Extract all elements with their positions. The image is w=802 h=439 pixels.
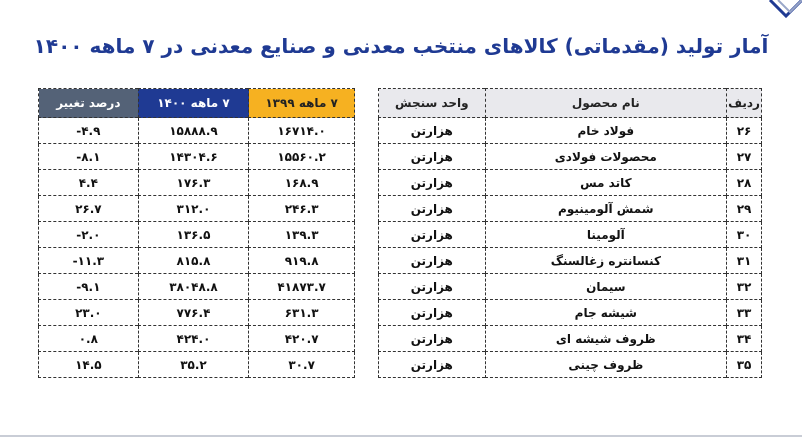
row-number-cell: ۳۲ [727,274,762,300]
unit-cell: هزارتن [379,300,486,326]
value-1400-cell: ۳۱۲.۰ [138,196,249,222]
table-row [39,248,355,274]
value-1399-cell: ۶۳۱.۳ [249,300,355,326]
table-row [379,274,762,300]
product-name-cell: ظروف شیشه ای [485,326,726,352]
table-row [39,170,355,196]
values-table [38,88,355,378]
header-change: درصد تغییر [39,89,139,118]
value-1399-cell: ۹۱۹.۸ [249,248,355,274]
value-1399-cell: ۳۰.۷ [249,352,355,378]
change-percent-cell: ۲۶.۷ [39,196,139,222]
row-number-cell: ۳۳ [727,300,762,326]
value-1399-cell: ۴۱۸۷۳.۷ [249,274,355,300]
value-1400-cell: ۷۷۶.۴ [138,300,249,326]
unit-cell: هزارتن [379,118,486,144]
table-row [379,144,762,170]
table-row [379,170,762,196]
change-percent-cell: ۴.۴ [39,170,139,196]
value-1399-cell: ۲۴۶.۳ [249,196,355,222]
row-number-cell: ۳۰ [727,222,762,248]
corner-decoration [742,0,802,30]
value-1399-cell: ۱۳۹.۳ [249,222,355,248]
product-name-cell: کنسانتره زغالسنگ [485,248,726,274]
change-percent-cell: -۱۱.۳ [39,248,139,274]
products-table [378,88,762,378]
table-row [379,118,762,144]
change-percent-cell: -۹.۱ [39,274,139,300]
value-1400-cell: ۱۴۳۰۴.۶ [138,144,249,170]
table-row [39,118,355,144]
table-row [379,196,762,222]
header-row-number: ردیف [727,89,762,118]
table-row [379,326,762,352]
unit-cell: هزارتن [379,170,486,196]
value-1399-cell: ۱۶۸.۹ [249,170,355,196]
product-name-cell: محصولات فولادی [485,144,726,170]
table-row [39,222,355,248]
value-1400-cell: ۱۷۶.۳ [138,170,249,196]
product-name-cell: ظروف چینی [485,352,726,378]
value-1400-cell: ۴۲۴.۰ [138,326,249,352]
value-1400-cell: ۳۸۰۴۸.۸ [138,274,249,300]
unit-cell: هزارتن [379,222,486,248]
values-header-row [39,89,355,118]
product-name-cell: شیشه جام [485,300,726,326]
row-number-cell: ۲۹ [727,196,762,222]
header-1399: ۷ ماهه ۱۳۹۹ [249,89,355,118]
change-percent-cell: ۲۳.۰ [39,300,139,326]
table-row [379,300,762,326]
unit-cell: هزارتن [379,144,486,170]
table-row [39,300,355,326]
row-number-cell: ۳۵ [727,352,762,378]
table-row [39,352,355,378]
table-row [379,352,762,378]
unit-cell: هزارتن [379,352,486,378]
bottom-divider [0,435,802,437]
change-percent-cell: -۴.۹ [39,118,139,144]
value-1400-cell: ۱۳۶.۵ [138,222,249,248]
header-unit: واحد سنجش [379,89,486,118]
row-number-cell: ۳۴ [727,326,762,352]
change-percent-cell: -۸.۱ [39,144,139,170]
header-product: نام محصول [485,89,726,118]
product-name-cell: کاتد مس [485,170,726,196]
value-1399-cell: ۱۶۷۱۴.۰ [249,118,355,144]
value-1400-cell: ۸۱۵.۸ [138,248,249,274]
value-1399-cell: ۱۵۵۶۰.۲ [249,144,355,170]
row-number-cell: ۲۸ [727,170,762,196]
products-header-row [379,89,762,118]
table-row [379,248,762,274]
row-number-cell: ۲۷ [727,144,762,170]
unit-cell: هزارتن [379,326,486,352]
value-1399-cell: ۴۲۰.۷ [249,326,355,352]
change-percent-cell: ۰.۸ [39,326,139,352]
value-1400-cell: ۳۵.۲ [138,352,249,378]
unit-cell: هزارتن [379,248,486,274]
change-percent-cell: -۲.۰ [39,222,139,248]
table-row [379,222,762,248]
row-number-cell: ۳۱ [727,248,762,274]
table-row [39,196,355,222]
product-name-cell: شمش آلومینیوم [485,196,726,222]
unit-cell: هزارتن [379,274,486,300]
table-row [39,274,355,300]
unit-cell: هزارتن [379,196,486,222]
value-1400-cell: ۱۵۸۸۸.۹ [138,118,249,144]
table-row [39,326,355,352]
change-percent-cell: ۱۴.۵ [39,352,139,378]
page-title: آمار تولید (مقدماتی) کالاهای منتخب معدنی و صنایع معدنی در ۷ ماهه ۱۴۰۰ [33,34,769,58]
product-name-cell: سیمان [485,274,726,300]
header-1400: ۷ ماهه ۱۴۰۰ [138,89,249,118]
row-number-cell: ۲۶ [727,118,762,144]
product-name-cell: آلومینا [485,222,726,248]
table-row [39,144,355,170]
product-name-cell: فولاد خام [485,118,726,144]
